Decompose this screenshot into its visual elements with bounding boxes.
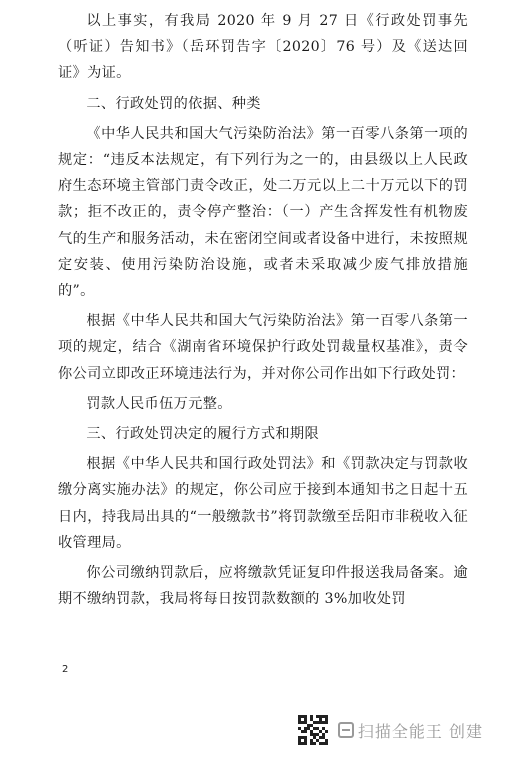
section-heading-performance: 三、行政处罚决定的履行方式和期限 (86, 426, 319, 443)
paragraph-decision-basis: 根据《中华人民共和国大气污染防治法》第一百零八条第一项的规定，结合《湖南省环境保护行政处罚裁量权基准》，责令你公司立即改正环境违法行为，并对你公司作出如下行政处罚： (58, 313, 468, 382)
scanner-watermark (298, 715, 483, 745)
paragraph-penalty: 罚款人民币伍万元整。 (86, 395, 232, 412)
document-body (58, 8, 468, 612)
paragraph-law-citation: 《中华人民共和国大气污染防治法》第一百零八条第一项的规定：“违反本法规定，有下列行为之一的，由县级以上人民政府生态环境主管部门责令改正，处二万元以上二十万元以下的罚款；拒不改正的，责令停产整治：（一）产生含挥发性有机物废气的生产和服务活动，未在密闭空间或者设备中进行，未按照规定安装、使用污染防治设施，或者未采取减少废气排放措施的”。 (58, 125, 468, 300)
brand-watermark (338, 719, 483, 742)
paragraph-late-payment: 你公司缴纳罚款后，应将缴款凭证复印件报送我局备案。逾期不缴纳罚款，我局将每日按罚款数额的 3%加收处罚 (58, 565, 468, 608)
qr-code-icon (298, 715, 328, 745)
brand-text: 扫描全能王 创建 (357, 721, 483, 741)
section-heading-basis: 二、行政处罚的依据、种类 (86, 95, 261, 112)
paragraph-payment-method: 根据《中华人民共和国行政处罚法》和《罚款决定与罚款收缴分离实施办法》的规定，你公司应于接到本通知书之日起十五日内，持我局出具的“一般缴款书”将罚款缴至岳阳市非税收入征收管理局。 (58, 456, 468, 551)
camscanner-logo-icon (338, 722, 354, 738)
page-number: 2 (62, 664, 69, 675)
paragraph-evidence: 以上事实，有我局 2020 年 9 月 27 日《行政处罚事先（听证）告知书》（岳环罚告字〔2020〕76 号）及《送达回证》为证。 (58, 13, 468, 82)
